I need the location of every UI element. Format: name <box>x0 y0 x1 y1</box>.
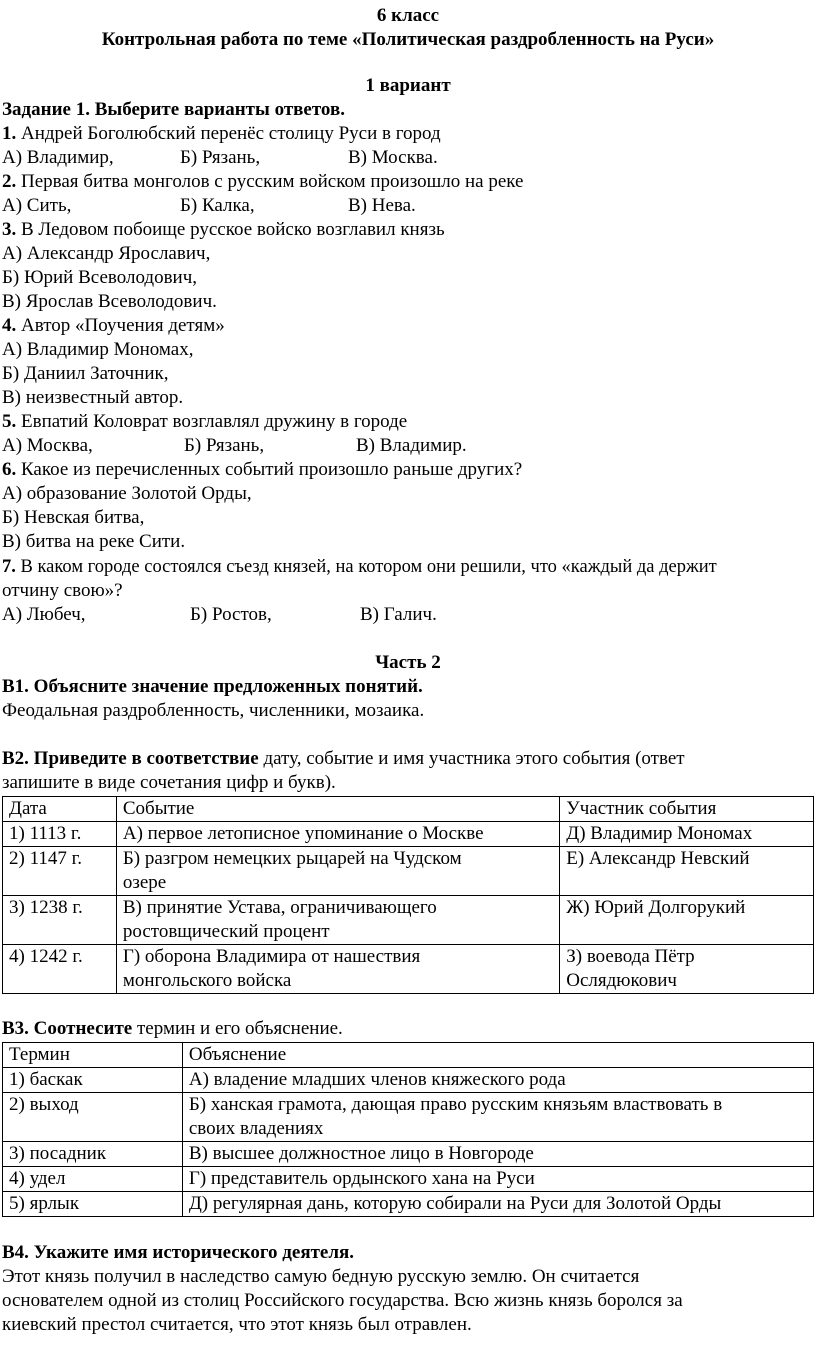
q5-option-b: Б) Рязань, <box>184 435 265 456</box>
table-header-row <box>3 797 814 822</box>
table-cell: В) принятие Устава, ограничивающего ростовщический процент <box>116 896 559 945</box>
question-5: 5. Евпатий Коловрат возглавлял дружину в городе <box>2 411 408 432</box>
table-row <box>3 945 814 994</box>
q5-option-a: А) Москва, <box>2 435 93 456</box>
q7-option-c: В) Галич. <box>360 604 437 625</box>
b2-label: В2. Приведите в соответствие дату, событие и имя участника этого события (ответ <box>2 748 685 769</box>
b1-label: В1. Объясните значение предложенных понятий. <box>2 676 423 697</box>
question-3: 3. В Ледовом побоище русское войско возглавил князь <box>2 219 445 240</box>
table-cell: Г) представитель ордынского хана на Руси <box>182 1167 813 1192</box>
table-cell: 2) 1147 г. <box>3 847 117 896</box>
b2-table <box>2 796 814 994</box>
q7-option-b: Б) Ростов, <box>190 604 272 625</box>
table-row <box>3 896 814 945</box>
q6-option-a: А) образование Золотой Орды, <box>2 483 252 504</box>
table-cell: 3) 1238 г. <box>3 896 117 945</box>
b4-line-2: основателем одной из столиц Российского государства. Всю жизнь князь боролся за <box>2 1290 683 1311</box>
table-row <box>3 1192 814 1217</box>
q2-option-b: Б) Калка, <box>180 195 255 216</box>
table-cell: 4) 1242 г. <box>3 945 117 994</box>
q2-option-c: В) Нева. <box>348 195 416 216</box>
table-cell: 3) посадник <box>3 1142 183 1167</box>
q2-option-a: А) Сить, <box>2 195 72 216</box>
table-cell: Д) Владимир Мономах <box>560 822 814 847</box>
q5-option-c: В) Владимир. <box>356 435 467 456</box>
part2-heading: Часть 2 <box>375 652 441 673</box>
q1-option-c: В) Москва. <box>348 147 438 168</box>
table-row <box>3 822 814 847</box>
page-title: Контрольная работа по теме «Политическая раздробленность на Руси» <box>101 29 715 50</box>
b4-line-3: киевский престол считается, что этот князь был отравлен. <box>2 1314 472 1335</box>
table-header-cell: Термин <box>3 1043 183 1068</box>
b1-text: Феодальная раздробленность, численники, мозаика. <box>2 700 425 721</box>
q3-option-c: В) Ярослав Всеволодович. <box>2 291 217 312</box>
table-cell: Г) оборона Владимира от нашествия монгольского войска <box>116 945 559 994</box>
table-cell: А) первое летописное упоминание о Москве <box>116 822 559 847</box>
table-header-cell: Участник события <box>560 797 814 822</box>
table-cell: Б) разгром немецких рыцарей на Чудском озере <box>116 847 559 896</box>
q4-option-a: А) Владимир Мономах, <box>2 339 194 360</box>
question-2: 2. Первая битва монголов с русским войском произошло на реке <box>2 171 524 192</box>
question-7: 7. В каком городе состоялся съезд князей, на котором они решили, что «каждый да держит <box>2 557 717 577</box>
table-header-cell: Объяснение <box>182 1043 813 1068</box>
q3-option-a: А) Александр Ярославич, <box>2 243 211 264</box>
q7-option-a: А) Любеч, <box>2 604 86 625</box>
q4-option-c: В) неизвестный автор. <box>2 387 184 408</box>
question-6: 6. Какое из перечисленных событий произошло раньше других? <box>2 459 523 480</box>
b4-line-1: Этот князь получил в наследство самую бедную русскую землю. Он считается <box>2 1266 640 1287</box>
b3-table <box>2 1042 814 1217</box>
table-header-cell: Событие <box>116 797 559 822</box>
q4-option-b: Б) Даниил Заточник, <box>2 363 169 384</box>
q1-option-b: Б) Рязань, <box>180 147 261 168</box>
table-cell: Б) ханская грамота, дающая право русским князьям властвовать в своих владениях <box>182 1093 813 1142</box>
table-row <box>3 1142 814 1167</box>
table-row <box>3 847 814 896</box>
variant-label: 1 вариант <box>365 75 451 96</box>
table-cell: Е) Александр Невский <box>560 847 814 896</box>
table-cell: З) воевода Пётр Ослядюкович <box>560 945 814 994</box>
table-row <box>3 1167 814 1192</box>
table-cell: 1) баскак <box>3 1068 183 1093</box>
q6-option-b: Б) Невская битва, <box>2 507 145 528</box>
table-cell: 1) 1113 г. <box>3 822 117 847</box>
table-cell: Ж) Юрий Долгорукий <box>560 896 814 945</box>
q6-option-c: В) битва на реке Сити. <box>2 531 186 552</box>
table-row <box>3 1093 814 1142</box>
table-cell: 5) ярлык <box>3 1192 183 1217</box>
q3-option-b: Б) Юрий Всеволодович, <box>2 267 198 288</box>
table-cell: Д) регулярная дань, которую собирали на Руси для Золотой Орды <box>182 1192 813 1217</box>
table-cell: А) владение младших членов княжеского рода <box>182 1068 813 1093</box>
table-cell: В) высшее должностное лицо в Новгороде <box>182 1142 813 1167</box>
b4-label: В4. Укажите имя исторического деятеля. <box>2 1242 355 1263</box>
table-cell: 2) выход <box>3 1093 183 1142</box>
task1-heading: Задание 1. Выберите варианты ответов. <box>2 99 345 120</box>
question-1: 1. Андрей Боголюбский перенёс столицу Руси в город <box>2 123 441 144</box>
grade-label: 6 класс <box>376 5 440 26</box>
b3-label: В3. Соотнесите термин и его объяснение. <box>2 1018 343 1039</box>
question-7-cont: отчину свою»? <box>2 580 123 601</box>
table-header-cell: Дата <box>3 797 117 822</box>
table-cell: 4) удел <box>3 1167 183 1192</box>
table-header-row <box>3 1043 814 1068</box>
q1-option-a: А) Владимир, <box>2 147 114 168</box>
table-row <box>3 1068 814 1093</box>
question-4: 4. Автор «Поучения детям» <box>2 315 225 336</box>
b2-text: запишите в виде сочетания цифр и букв). <box>2 772 336 793</box>
